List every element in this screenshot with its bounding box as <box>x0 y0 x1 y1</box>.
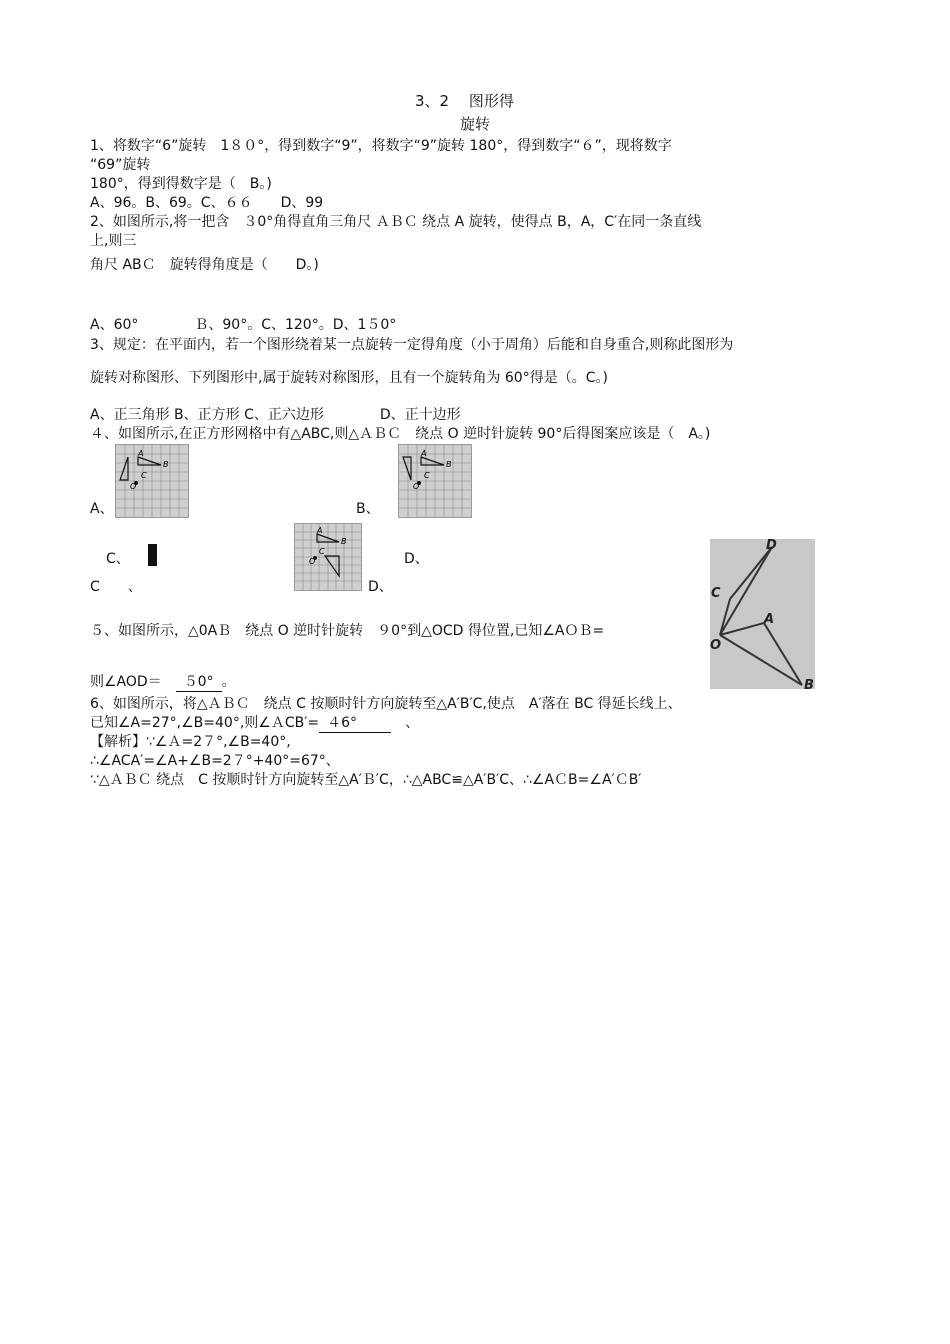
q5-answer: ５0° <box>176 673 222 692</box>
q4-grid-c <box>294 523 362 591</box>
grid-b-label-o: O <box>413 482 420 491</box>
grid-c-label-o: O <box>309 557 316 566</box>
black-block <box>148 544 157 566</box>
q6-analysis-2: ∴∠ACA′=∠A+∠B=2７°+40°=67°、 <box>90 753 340 769</box>
q6-answer: ４6° <box>319 714 391 733</box>
q1-text-2: “69”旋转 <box>90 157 151 173</box>
fig-label-b: B <box>804 678 814 689</box>
grid-c-label-c: C <box>319 547 325 556</box>
q4-grid-a <box>115 444 189 518</box>
q6-answer-line <box>90 714 419 733</box>
grid-c-label-a: A <box>317 526 323 535</box>
grid-label-a: A <box>138 449 144 458</box>
q3-text: 3、规定：在平面内，若一个图形绕着某一点旋转一定得角度（小于周角）后能和自身重合,则称此图形为 <box>90 337 734 353</box>
q3-options: A、正三角形 B、正方形 C、正六边形 D、正十边形 <box>90 407 461 423</box>
q6-text-2: 已知∠A=27°,∠B=40°,则∠ＡCB′= <box>90 715 320 731</box>
q6-analysis-3: ∵△ＡＢＣ 绕点 C 按顺时针方向旋转至△A′Ｂ′C，∴△ABC≌△A′B′C、∴∠AＣB=∠A′ＣB′ <box>90 772 642 788</box>
q4-option-d-label-2: D、 <box>368 579 393 595</box>
fig-label-d: D <box>766 539 777 553</box>
q1-text-3: 180°，得到得数字是（ B。) <box>90 176 272 192</box>
grid-b-label-a: A <box>421 449 427 458</box>
grid-b-label-b: B <box>446 460 452 469</box>
q4-option-c-label-2: C 、 <box>90 579 142 595</box>
q2-text: 2、如图所示,将一把含 ３0°角得直角三角尺 ＡＢＣ 绕点 A 旋转，使得点 B，A，C′在同一条直线 <box>90 214 702 230</box>
q1-text: 1、将数字“6”旋转 1８０°，得到数字“9”，将数字“9”旋转 180°，得到数字“６”，现将数字 <box>90 138 672 154</box>
q6-text-3: 、 <box>391 715 420 731</box>
q5-text-3: 。 <box>221 674 236 690</box>
q4-option-a-label: A、 <box>90 501 114 517</box>
q4-grid-b <box>398 444 472 518</box>
grid-c-label-b: B <box>341 537 347 546</box>
q4-option-d-label: D、 <box>404 551 429 567</box>
grid-label-o: O <box>130 482 137 491</box>
q5-text: ５、如图所示，△0AＢ 绕点 O 逆时针旋转 ９0°到△OCD 得位置,已知∠AＯＢ= <box>90 623 605 639</box>
q4-option-c-label: C、 <box>106 551 130 567</box>
page-title-2: 旋转 <box>460 115 491 133</box>
grid-label-b: B <box>163 460 169 469</box>
q4-text: ４、如图所示,在正方形网格中有△ABC,则△ＡＢＣ 绕点 O 逆时针旋转 90°后得图案应该是（ A。) <box>90 426 711 442</box>
q5-figure <box>710 539 815 689</box>
q4-option-b-label: B、 <box>356 501 380 517</box>
q2-text-2: 上,则三 <box>90 233 137 249</box>
q6-text: 6、如图所示，将△ＡＢＣ 绕点 C 按顺时针方向旋转至△A′B′C,使点 A′落在 BC 得延长线上、 <box>90 696 682 712</box>
q1-options: A、96。B、69。C、６６ D、99 <box>90 195 324 211</box>
q2-options: A、60° Ｂ、90°。C、120°。D、1５0° <box>90 317 397 333</box>
fig-label-a: A <box>764 612 775 627</box>
q5-answer-line <box>90 673 236 692</box>
q5-text-2: 则∠AOD＝ <box>90 674 162 690</box>
q2-text-3: 角尺 ABＣ 旋转得角度是（ D。) <box>90 257 319 273</box>
grid-b-label-c: C <box>424 471 430 480</box>
fig-label-c: C <box>711 586 721 601</box>
page-title: 3、2 图形得 <box>415 92 514 110</box>
fig-label-o: O <box>710 638 722 653</box>
grid-label-c: C <box>141 471 147 480</box>
q3-text-2: 旋转对称图形、下列图形中,属于旋转对称图形，且有一个旋转角为 60°得是（。C。) <box>90 370 608 386</box>
q6-analysis-1: 【解析】∵∠Ａ=2７°,∠B=40°, <box>90 734 291 750</box>
